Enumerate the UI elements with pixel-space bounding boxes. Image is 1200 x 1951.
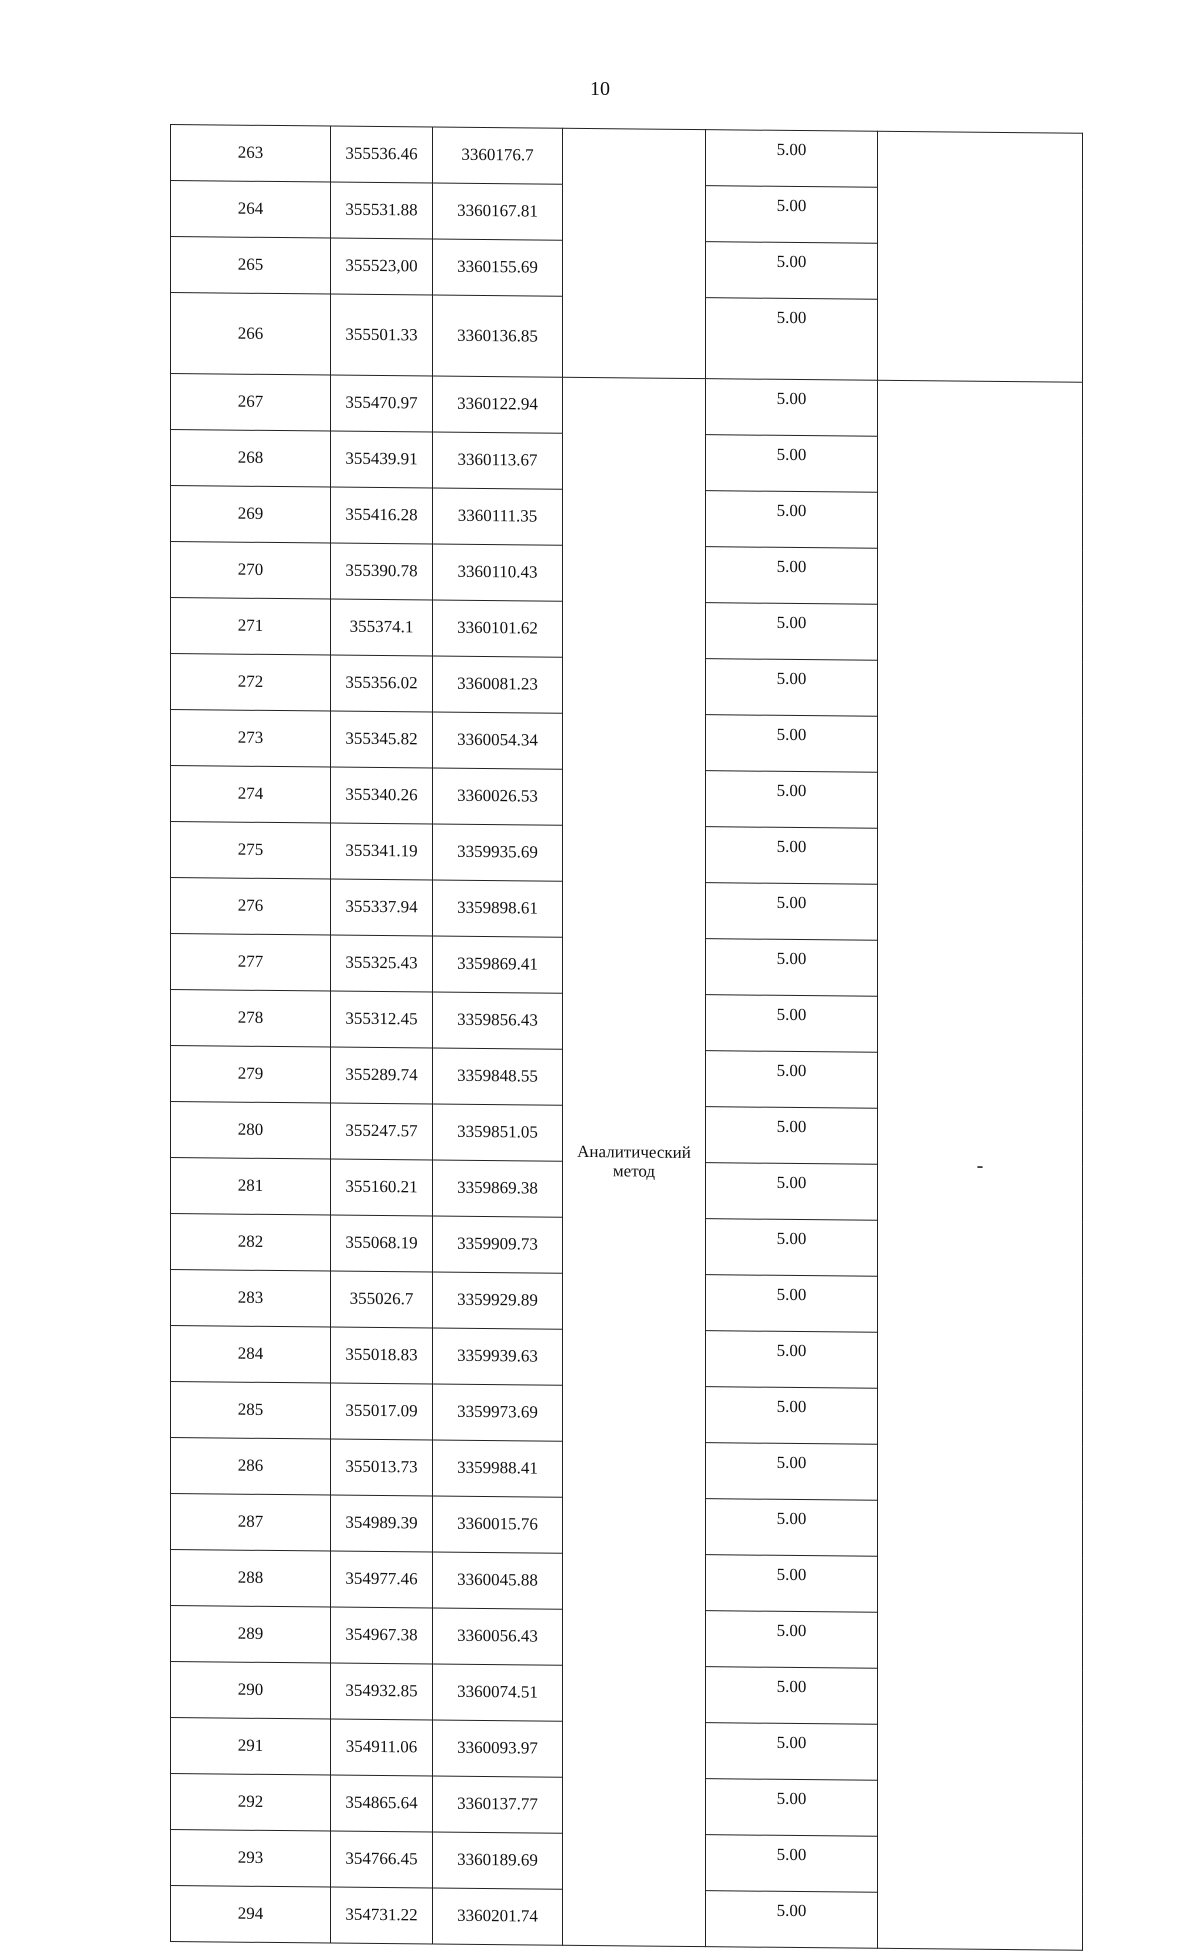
point-number-cell: 287 xyxy=(171,1494,331,1552)
x-coordinate-cell: 355018.83 xyxy=(331,1327,433,1384)
accuracy-cell: 5.00 xyxy=(706,1723,878,1781)
accuracy-cell: 5.00 xyxy=(706,1667,878,1725)
x-coordinate-cell: 354932.85 xyxy=(331,1663,433,1720)
x-coordinate-cell: 355390.78 xyxy=(331,543,433,600)
point-number-cell: 290 xyxy=(171,1662,331,1720)
x-coordinate-cell: 355470.97 xyxy=(331,375,433,432)
x-coordinate-cell: 355160.21 xyxy=(331,1159,433,1216)
y-coordinate-cell: 3359869.38 xyxy=(433,1160,563,1217)
coordinates-table xyxy=(170,124,1083,1951)
accuracy-cell: 5.00 xyxy=(706,186,878,244)
accuracy-cell: 5.00 xyxy=(706,1163,878,1221)
y-coordinate-cell: 3360081.23 xyxy=(433,656,563,713)
x-coordinate-cell: 355026.7 xyxy=(331,1271,433,1328)
point-number-cell: 279 xyxy=(171,1046,331,1104)
y-coordinate-cell: 3360093.97 xyxy=(433,1720,563,1777)
x-coordinate-cell: 355523,00 xyxy=(331,238,433,295)
y-coordinate-cell: 3360189.69 xyxy=(433,1832,563,1889)
x-coordinate-cell: 354911.06 xyxy=(331,1719,433,1776)
page-number: 10 xyxy=(590,78,610,100)
y-coordinate-cell: 3360167.81 xyxy=(433,183,563,240)
point-number-cell: 269 xyxy=(171,486,331,544)
point-number-cell: 270 xyxy=(171,542,331,600)
y-coordinate-cell: 3360056.43 xyxy=(433,1608,563,1665)
accuracy-cell: 5.00 xyxy=(706,1891,878,1949)
x-coordinate-cell: 355345.82 xyxy=(331,711,433,768)
y-coordinate-cell: 3360110.43 xyxy=(433,544,563,601)
x-coordinate-cell: 355356.02 xyxy=(331,655,433,712)
y-coordinate-cell: 3360176.7 xyxy=(433,127,563,184)
point-number-cell: 291 xyxy=(171,1718,331,1776)
y-coordinate-cell: 3359939.63 xyxy=(433,1328,563,1385)
accuracy-cell: 5.00 xyxy=(706,1219,878,1277)
accuracy-cell: 5.00 xyxy=(706,491,878,549)
x-coordinate-cell: 354766.45 xyxy=(331,1831,433,1888)
y-coordinate-cell: 3360136.85 xyxy=(433,295,563,377)
x-coordinate-cell: 354977.46 xyxy=(331,1551,433,1608)
y-coordinate-cell: 3359935.69 xyxy=(433,824,563,881)
y-coordinate-cell: 3359898.61 xyxy=(433,880,563,937)
accuracy-cell: 5.00 xyxy=(706,379,878,437)
accuracy-cell: 5.00 xyxy=(706,1835,878,1893)
accuracy-cell: 5.00 xyxy=(706,130,878,188)
accuracy-cell: 5.00 xyxy=(706,435,878,493)
point-number-cell: 278 xyxy=(171,990,331,1048)
accuracy-cell: 5.00 xyxy=(706,1051,878,1109)
x-coordinate-cell: 355289.74 xyxy=(331,1047,433,1104)
y-coordinate-cell: 3359929.89 xyxy=(433,1272,563,1329)
accuracy-cell: 5.00 xyxy=(706,1779,878,1837)
accuracy-cell: 5.00 xyxy=(706,715,878,773)
point-number-cell: 276 xyxy=(171,878,331,936)
point-number-cell: 263 xyxy=(171,125,331,183)
table-row xyxy=(171,374,1083,439)
y-coordinate-cell: 3360015.76 xyxy=(433,1496,563,1553)
y-coordinate-cell: 3360026.53 xyxy=(433,768,563,825)
accuracy-cell: 5.00 xyxy=(706,1611,878,1669)
accuracy-cell: 5.00 xyxy=(706,547,878,605)
x-coordinate-cell: 354865.64 xyxy=(331,1775,433,1832)
x-coordinate-cell: 355501.33 xyxy=(331,294,433,376)
point-number-cell: 283 xyxy=(171,1270,331,1328)
accuracy-cell: 5.00 xyxy=(706,1107,878,1165)
x-coordinate-cell: 355536.46 xyxy=(331,126,433,183)
method-cell-empty xyxy=(563,128,706,378)
x-coordinate-cell: 354967.38 xyxy=(331,1607,433,1664)
point-number-cell: 265 xyxy=(171,237,331,295)
accuracy-cell: 5.00 xyxy=(706,1387,878,1445)
point-number-cell: 280 xyxy=(171,1102,331,1160)
x-coordinate-cell: 354731.22 xyxy=(331,1887,433,1944)
x-coordinate-cell: 355013.73 xyxy=(331,1439,433,1496)
coordinates-table-body xyxy=(171,125,1083,1951)
x-coordinate-cell: 355341.19 xyxy=(331,823,433,880)
y-coordinate-cell: 3360201.74 xyxy=(433,1888,563,1945)
y-coordinate-cell: 3360137.77 xyxy=(433,1776,563,1833)
point-number-cell: 284 xyxy=(171,1326,331,1384)
point-number-cell: 289 xyxy=(171,1606,331,1664)
x-coordinate-cell: 355247.57 xyxy=(331,1103,433,1160)
x-coordinate-cell: 355531.88 xyxy=(331,182,433,239)
point-number-cell: 292 xyxy=(171,1774,331,1832)
y-coordinate-cell: 3360074.51 xyxy=(433,1664,563,1721)
accuracy-cell: 5.00 xyxy=(706,771,878,829)
x-coordinate-cell: 355068.19 xyxy=(331,1215,433,1272)
y-coordinate-cell: 3360101.62 xyxy=(433,600,563,657)
point-number-cell: 264 xyxy=(171,181,331,239)
x-coordinate-cell: 355416.28 xyxy=(331,487,433,544)
y-coordinate-cell: 3360045.88 xyxy=(433,1552,563,1609)
point-number-cell: 294 xyxy=(171,1886,331,1944)
accuracy-cell: 5.00 xyxy=(706,1443,878,1501)
point-number-cell: 293 xyxy=(171,1830,331,1888)
x-coordinate-cell: 355017.09 xyxy=(331,1383,433,1440)
y-coordinate-cell: 3359851.05 xyxy=(433,1104,563,1161)
x-coordinate-cell: 355374.1 xyxy=(331,599,433,656)
y-coordinate-cell: 3360054.34 xyxy=(433,712,563,769)
point-number-cell: 271 xyxy=(171,598,331,656)
y-coordinate-cell: 3360113.67 xyxy=(433,432,563,489)
y-coordinate-cell: 3360122.94 xyxy=(433,376,563,433)
accuracy-cell: 5.00 xyxy=(706,659,878,717)
accuracy-cell: 5.00 xyxy=(706,242,878,300)
x-coordinate-cell: 355439.91 xyxy=(331,431,433,488)
accuracy-cell: 5.00 xyxy=(706,1331,878,1389)
accuracy-cell: 5.00 xyxy=(706,939,878,997)
accuracy-cell: 5.00 xyxy=(706,1275,878,1333)
point-number-cell: 273 xyxy=(171,710,331,768)
y-coordinate-cell: 3359988.41 xyxy=(433,1440,563,1497)
point-number-cell: 267 xyxy=(171,374,331,432)
table-row xyxy=(171,125,1083,190)
y-coordinate-cell: 3359909.73 xyxy=(433,1216,563,1273)
point-number-cell: 268 xyxy=(171,430,331,488)
point-number-cell: 285 xyxy=(171,1382,331,1440)
point-number-cell: 274 xyxy=(171,766,331,824)
method-cell: Аналитический метод xyxy=(563,377,706,1946)
point-number-cell: 277 xyxy=(171,934,331,992)
y-coordinate-cell: 3360155.69 xyxy=(433,239,563,296)
x-coordinate-cell: 354989.39 xyxy=(331,1495,433,1552)
point-number-cell: 282 xyxy=(171,1214,331,1272)
point-number-cell: 275 xyxy=(171,822,331,880)
accuracy-cell: 5.00 xyxy=(706,883,878,941)
accuracy-cell: 5.00 xyxy=(706,298,878,381)
x-coordinate-cell: 355312.45 xyxy=(331,991,433,1048)
x-coordinate-cell: 355325.43 xyxy=(331,935,433,992)
accuracy-cell: 5.00 xyxy=(706,995,878,1053)
y-coordinate-cell: 3359869.41 xyxy=(433,936,563,993)
point-number-cell: 272 xyxy=(171,654,331,712)
point-number-cell: 288 xyxy=(171,1550,331,1608)
accuracy-cell: 5.00 xyxy=(706,827,878,885)
y-coordinate-cell: 3360111.35 xyxy=(433,488,563,545)
point-number-cell: 286 xyxy=(171,1438,331,1496)
x-coordinate-cell: 355337.94 xyxy=(331,879,433,936)
y-coordinate-cell: 3359856.43 xyxy=(433,992,563,1049)
accuracy-cell: 5.00 xyxy=(706,1555,878,1613)
accuracy-cell: 5.00 xyxy=(706,1499,878,1557)
accuracy-cell: 5.00 xyxy=(706,603,878,661)
y-coordinate-cell: 3359848.55 xyxy=(433,1048,563,1105)
y-coordinate-cell: 3359973.69 xyxy=(433,1384,563,1441)
x-coordinate-cell: 355340.26 xyxy=(331,767,433,824)
point-number-cell: 266 xyxy=(171,293,331,376)
note-cell: - xyxy=(878,380,1083,1950)
note-cell-empty xyxy=(878,131,1083,382)
point-number-cell: 281 xyxy=(171,1158,331,1216)
